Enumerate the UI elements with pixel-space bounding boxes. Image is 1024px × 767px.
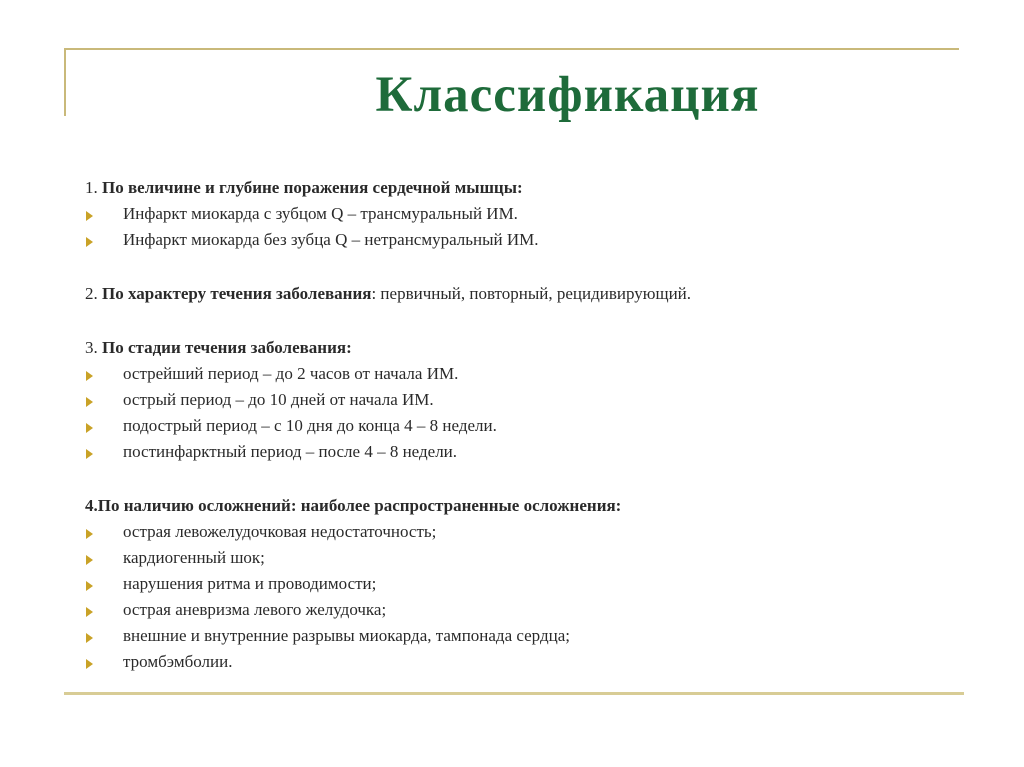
bullet-marker-icon [86, 555, 93, 565]
list-item [85, 519, 965, 545]
list-item-text: Инфаркт миокарда без зубца Q – нетрансмуральный ИМ. [123, 230, 539, 249]
bullet-marker-icon [86, 633, 93, 643]
section-4-heading [85, 493, 965, 519]
section-4-title: 4.По наличию осложнений: наиболее распространенные осложнения: [85, 496, 622, 515]
frame-bottom-line [64, 692, 964, 695]
section-2-heading [85, 281, 965, 307]
list-item-text: внешние и внутренние разрывы миокарда, тампонада сердца; [123, 626, 570, 645]
bullet-marker-icon [86, 397, 93, 407]
list-item-text: острый период – до 10 дней от начала ИМ. [123, 390, 434, 409]
bullet-marker-icon [86, 237, 93, 247]
bullet-marker-icon [86, 211, 93, 221]
section-3-number: 3. [85, 338, 98, 357]
list-item [85, 227, 965, 253]
list-item-text: Инфаркт миокарда с зубцом Q – трансмуральный ИМ. [123, 204, 518, 223]
list-item-text: острейший период – до 2 часов от начала ИМ. [123, 364, 459, 383]
list-item [85, 597, 965, 623]
list-item [85, 361, 965, 387]
bullet-marker-icon [86, 659, 93, 669]
bullet-marker-icon [86, 529, 93, 539]
section-2-number: 2. [85, 284, 98, 303]
spacer [85, 307, 965, 335]
list-item [85, 387, 965, 413]
list-item-text: острая аневризма левого желудочка; [123, 600, 387, 619]
bullet-marker-icon [86, 423, 93, 433]
list-item-text: тромбэмболии. [123, 652, 233, 671]
section-1-number: 1. [85, 178, 98, 197]
frame-top-line [64, 48, 959, 50]
bullet-marker-icon [86, 581, 93, 591]
list-item [85, 545, 965, 571]
list-item [85, 649, 965, 675]
section-1-heading [85, 175, 965, 201]
bullet-marker-icon [86, 371, 93, 381]
section-2-title: По характеру течения заболевания [102, 284, 372, 303]
list-item [85, 439, 965, 465]
list-item-text: постинфарктный период – после 4 – 8 недели. [123, 442, 458, 461]
classification-content [85, 175, 965, 675]
list-item [85, 623, 965, 649]
list-item [85, 201, 965, 227]
section-2-values: : первичный, повторный, рецидивирующий. [371, 284, 692, 303]
list-item-text: острая левожелудочковая недостаточность; [123, 522, 437, 541]
list-item [85, 413, 965, 439]
spacer [85, 253, 965, 281]
bullet-marker-icon [86, 449, 93, 459]
list-item-text: кардиогенный шок; [123, 548, 265, 567]
list-item [85, 571, 965, 597]
section-3-title: По стадии течения заболевания: [102, 338, 352, 357]
list-item-text: подострый период – с 10 дня до конца 4 – 8 недели. [123, 416, 497, 435]
slide-title: Классификация [375, 67, 760, 123]
section-3-heading [85, 335, 965, 361]
list-item-text: нарушения ритма и проводимости; [123, 574, 377, 593]
spacer [85, 465, 965, 493]
section-1-title: По величине и глубине поражения сердечной мышцы: [102, 178, 523, 197]
bullet-marker-icon [86, 607, 93, 617]
